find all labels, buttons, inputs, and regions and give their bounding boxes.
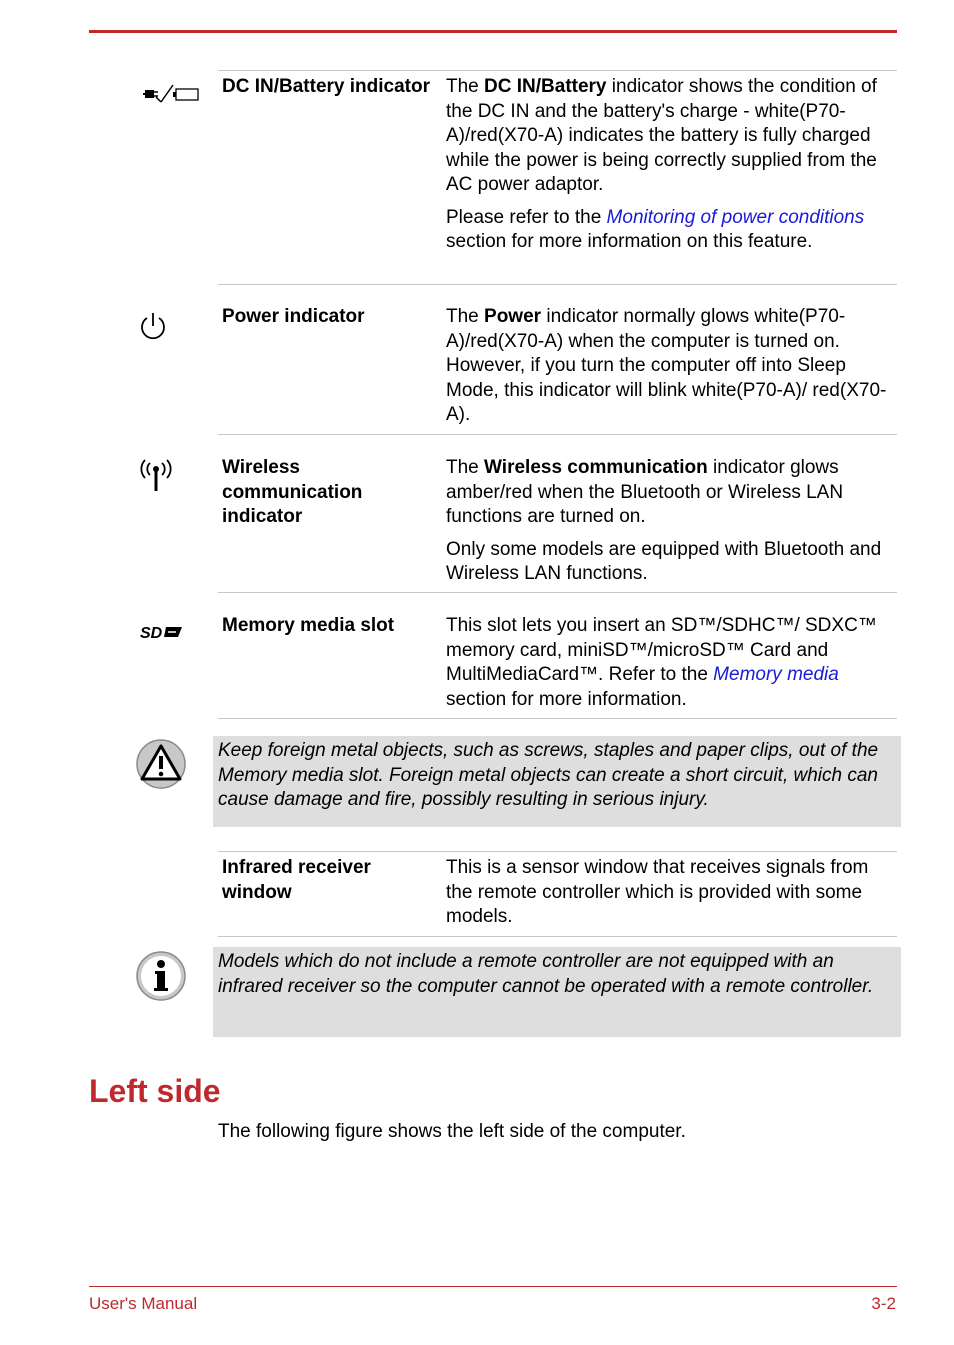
table-row [218,851,897,937]
table-row [218,592,897,719]
info-note [213,947,901,1037]
power-icon [138,311,168,346]
description: The Wireless communication indicator glows amber/red when the Bluetooth or Wireless LAN functions are turned on. Only some models are equipped with Bluetooth and Wireless LAN functions. [446,457,882,584]
svg-text:SD: SD [140,625,163,641]
page-number: 3-2 [871,1294,896,1313]
warning-icon [135,738,187,795]
term-label: Infrared receiver window [222,857,371,903]
section-title: Left side [89,1073,221,1109]
sd-card-icon [138,623,184,646]
term-label: DC IN/Battery indicator [222,76,430,97]
footer-title: User's Manual [89,1294,198,1313]
term-label: Wireless communication indicator [222,457,363,527]
warning-text: Keep foreign metal objects, such as screws, staples and paper clips, out of the Memory media slot. Foreign metal objects can create a short circuit, which can cause damage and fire, possibly resulting in serious injury. [218,740,879,810]
description: The Power indicator normally glows white(P70-A)/red(X70-A) when the computer is turned on. However, if you turn the computer off into Sleep Mode, this indicator will blink white(P70-A)/ red(X70-A). [446,306,887,425]
section-intro: The following figure shows the left side of the computer. [218,1121,686,1142]
description: This slot lets you insert an SD™/SDHC™/ SDXC™ memory card, miniSD™/microSD™ Card and MultiMediaCard™. Refer to the Memory media section for more information. [446,615,877,710]
header-rule [89,30,897,33]
term-label: Power indicator [222,306,365,327]
table-row [218,284,897,435]
warning-note [213,736,901,827]
wireless-icon [139,458,173,497]
footer-rule [89,1286,897,1287]
description: The DC IN/Battery indicator shows the condition of the DC IN and the battery's charge - white(P70-A)/red(X70-A) indicates the battery is fully charged while the power is being correctly supplied from the AC power adaptor. Please refer to the Monitoring of power conditions section for more information on this feature. [446,76,877,252]
monitoring-link[interactable]: Monitoring of power conditions [606,206,865,228]
description: This is a sensor window that receives signals from the remote controller which is provided with some models. [446,857,869,927]
memory-media-link[interactable]: Memory media [713,664,839,685]
table-row [218,434,897,593]
info-icon [135,950,187,1007]
info-text: Models which do not include a remote controller are not equipped with an infrared receiver so the computer cannot be operated with a remote controller. [218,951,874,997]
dc-in-battery-icon [143,82,203,111]
table-row [218,70,897,285]
term-label: Memory media slot [222,615,395,636]
